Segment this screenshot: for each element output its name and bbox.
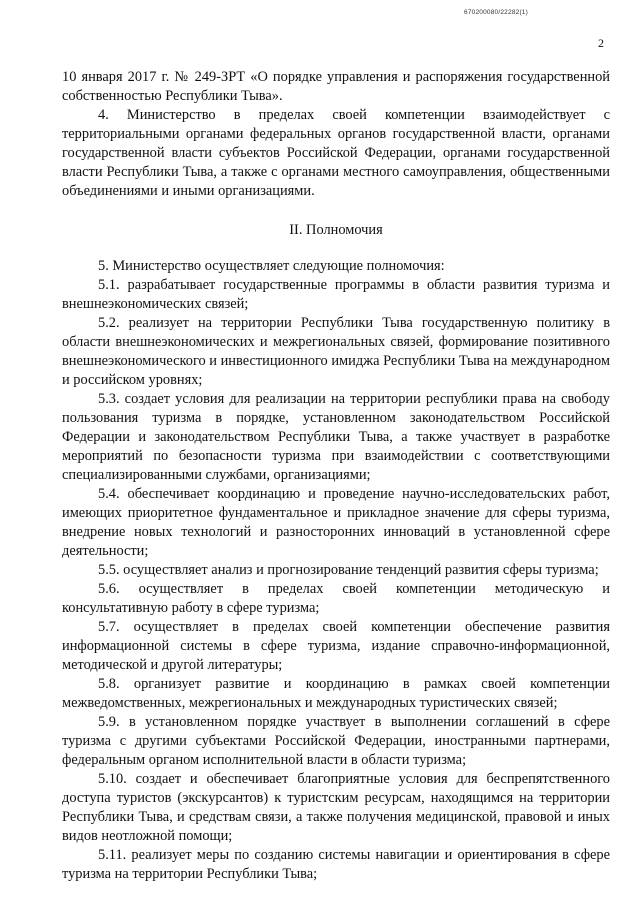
- item-4-paragraph: 4. Министерство в пределах своей компетенции взаимодействует с территориальными органами федеральных органов государственной власти, органами государственной власти субъектов Российской Федерации, органами государственной власти Республики Тыва, а также с органами местного самоуправления, общественными объединениями и иными организациями.: [62, 107, 610, 199]
- list-item: 5. Министерство осуществляет следующие полномочия:: [98, 258, 445, 274]
- list-item: 5.9. в установленном порядке участвует в выполнении соглашений в сфере туризма с другими субъектами Российской Федерации, иностранными партнерами, федеральным органом исполнительной власти в области туризма;: [62, 714, 610, 768]
- list-item: 5.3. создает условия для реализации на территории республики права на свободу пользования туризма в порядке, установленном законодательством Российской Федерации и законодательством Республики Тыва, а также участвует в разработке мероприятий по безопасности туризма при взаимодействии с соответствующими специализированными службами, организациями;: [62, 391, 610, 483]
- page-number: 2: [598, 36, 604, 50]
- list-item: 5.8. организует развитие и координацию в рамках своей компетенции межведомственных, межрегиональных и международных туристических связей;: [62, 676, 610, 711]
- list-item: 5.2. реализует на территории Республики Тыва государственную политику в области внешнеэкономических и межрегиональных связей, формирование позитивного внешнеэкономического и инвестиционного имиджа Республики Тыва на международном и российском уровнях;: [62, 315, 610, 388]
- document-body: [62, 68, 610, 884]
- intro-continuation-paragraph: 10 января 2017 г. № 249-ЗРТ «О порядке управления и распоряжения государственной собственностью Республики Тыва».: [62, 69, 610, 104]
- list-item: 5.5. осуществляет анализ и прогнозирование тенденций развития сферы туризма;: [98, 562, 599, 578]
- powers-list: [62, 257, 610, 884]
- list-item: 5.6. осуществляет в пределах своей компетенции методическую и консультативную работу в сфере туризма;: [62, 581, 610, 616]
- section-heading: II. Полномочия: [289, 222, 383, 238]
- list-item: 5.10. создает и обеспечивает благоприятные условия для беспрепятственного доступа туристов (экскурсантов) к туристским ресурсам, находящимся на территории Республики Тыва, и средствам связи, а также получения медицинской, правовой и иных видов неотложной помощи;: [62, 771, 610, 844]
- list-item: 5.7. осуществляет в пределах своей компетенции обеспечение развития информационной системы в сфере туризма, издание справочно-информационной, методической и другой литературы;: [62, 619, 610, 673]
- document-code: 670200080/22282(1): [464, 9, 528, 16]
- list-item: 5.1. разрабатывает государственные программы в области развития туризма и внешнеэкономических связей;: [62, 277, 610, 312]
- list-item: 5.11. реализует меры по созданию системы навигации и ориентирования в сфере туризма на территории Республики Тыва;: [62, 847, 610, 882]
- list-item: 5.4. обеспечивает координацию и проведение научно-исследовательских работ, имеющих приоритетное фундаментальное и прикладное значение для сферы туризма, внедрение новых технологий и разносторонних инноваций в установленной сфере деятельности;: [62, 486, 610, 559]
